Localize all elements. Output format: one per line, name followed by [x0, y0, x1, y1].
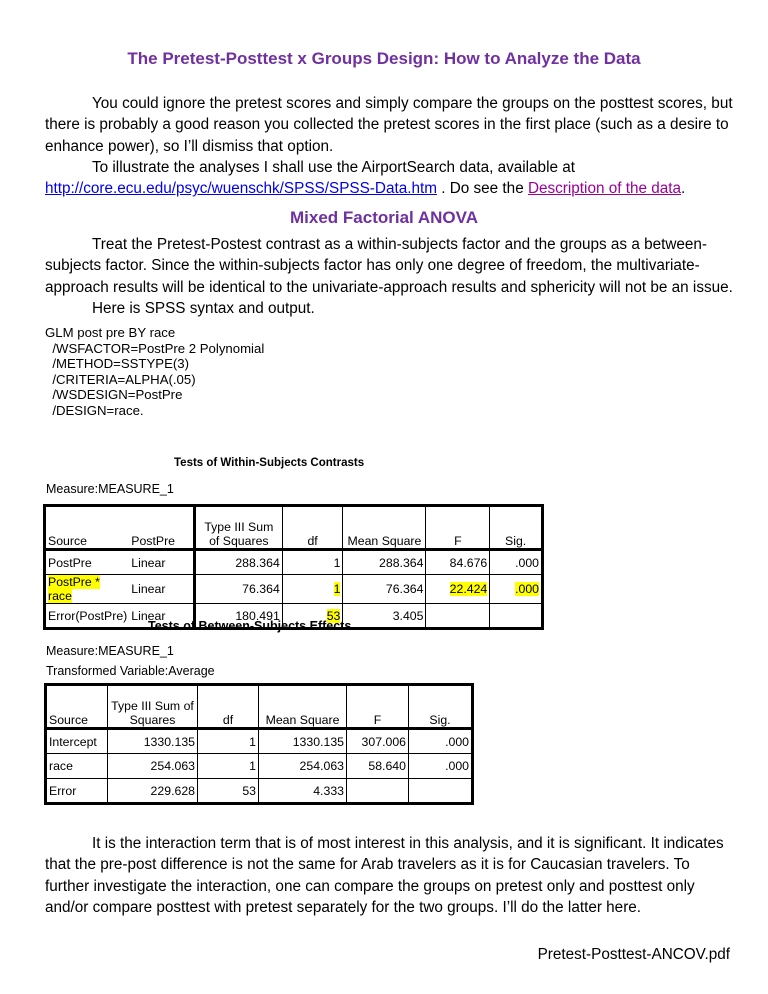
cell: 76.364	[343, 575, 426, 604]
cell	[409, 779, 473, 804]
cell: .000	[409, 729, 473, 754]
col-ms: Mean Square	[343, 506, 426, 550]
interaction-paragraph: It is the interaction term that is of most interest in this analysis, and it is significant. It indicates that the pre-post difference is not the same for Arab travelers as it is for Caucasian travelers. To further investigate the interaction, one can compare the groups on pretest only and posttest only and/or compare posttest with pretest separately for the two groups. I’ll do the latter here.	[45, 835, 724, 916]
cell-highlighted: PostPre * race	[48, 575, 100, 603]
table2-measure: Measure:MEASURE_1	[46, 644, 174, 658]
cell: Linear	[129, 575, 194, 604]
cell: 1	[198, 729, 259, 754]
intro-paragraph: You could ignore the pretest scores and simply compare the groups on the posttest scores, but there is probably a good reason you collected the pretest scores in the first place (such as a desire to enhance power), so I’ll dismiss that option.	[45, 95, 733, 155]
cell: 180.491	[194, 604, 282, 629]
cell: 1	[282, 550, 343, 575]
cell: 254.063	[108, 754, 198, 779]
table-row	[45, 575, 543, 604]
cell: .000	[409, 754, 473, 779]
cell: 307.006	[347, 729, 409, 754]
col-source: Source	[45, 506, 130, 550]
cell-highlighted: 1	[333, 582, 341, 596]
cell: 53	[198, 779, 259, 804]
cell: 1	[198, 754, 259, 779]
data-text: To illustrate the analyses I shall use the AirportSearch data, available at	[92, 159, 575, 176]
cell: 1330.135	[108, 729, 198, 754]
cell: 58.640	[347, 754, 409, 779]
table-row	[46, 729, 473, 754]
cell: 76.364	[194, 575, 282, 604]
cell: 254.063	[259, 754, 347, 779]
cell: .000	[490, 550, 543, 575]
cell: 288.364	[343, 550, 426, 575]
anova-paragraph: Treat the Pretest-Postest contrast as a within-subjects factor and the groups as a between-subjects factor. Since the within-subjects factor has only one degree of freedom, the multivariate-approach results will be identical to the univariate-approach results and sphericity will not be an issue.	[45, 236, 733, 296]
cell: Linear	[129, 604, 194, 629]
cell: race	[46, 754, 108, 779]
col-df: df	[282, 506, 343, 550]
cell: 3.405	[343, 604, 426, 629]
table-row	[46, 779, 473, 804]
data-text-end: .	[681, 180, 686, 198]
cell: PostPre	[45, 550, 130, 575]
cell-highlighted: 53	[326, 608, 341, 623]
cell: 4.333	[259, 779, 347, 804]
syntax-intro: Here is SPSS syntax and output.	[92, 300, 315, 317]
cell: Error(PostPre)	[45, 604, 130, 629]
col-source: Source	[46, 685, 108, 729]
table-row	[46, 754, 473, 779]
data-paragraph	[45, 157, 735, 200]
cell: 229.628	[108, 779, 198, 804]
table1-caption: Tests of Within-Subjects Contrasts	[174, 457, 365, 469]
col-f: F	[347, 685, 409, 729]
table2-caption: Tests of Between-Subjects Effects	[148, 619, 352, 633]
spss-syntax: GLM post pre BY race /WSFACTOR=PostPre 2 Polynomial /METHOD=SSTYPE(3) /CRITERIA=ALPHA(.05) /WSDESIGN=PostPre /DESIGN=race.	[45, 325, 265, 418]
spss-data-link[interactable]: http://core.ecu.edu/psyc/wuenschk/SPSS/SPSS-Data.htm	[45, 180, 437, 198]
col-df: df	[198, 685, 259, 729]
col-sig: Sig.	[409, 685, 473, 729]
cell: Intercept	[46, 729, 108, 754]
col-postpre: PostPre	[129, 506, 194, 550]
within-subjects-table	[43, 504, 544, 630]
footer-filename: Pretest-Posttest-ANCOV.pdf	[537, 946, 730, 963]
table1-measure: Measure:MEASURE_1	[46, 482, 174, 496]
col-ss: Type III Sum of Squares	[194, 506, 282, 550]
col-sig: Sig.	[490, 506, 543, 550]
cell: Linear	[129, 550, 194, 575]
data-text-mid: . Do see the	[436, 180, 528, 198]
table-row	[45, 550, 543, 575]
cell: 1330.135	[259, 729, 347, 754]
cell	[490, 604, 543, 629]
cell-highlighted: 22.424	[449, 582, 488, 596]
col-ms: Mean Square	[259, 685, 347, 729]
page-title: The Pretest-Posttest x Groups Design: How to Analyze the Data	[127, 49, 641, 68]
cell: Error	[46, 779, 108, 804]
cell: 84.676	[426, 550, 490, 575]
between-subjects-table	[44, 683, 474, 805]
section-heading: Mixed Factorial ANOVA	[290, 208, 478, 227]
cell: 288.364	[194, 550, 282, 575]
cell-highlighted: .000	[515, 582, 539, 596]
description-link[interactable]: Description of the data	[527, 180, 682, 198]
col-f: F	[426, 506, 490, 550]
col-ss: Type III Sum of Squares	[108, 685, 198, 729]
table2-transformed: Transformed Variable:Average	[46, 664, 215, 678]
cell	[347, 779, 409, 804]
cell	[426, 604, 490, 629]
